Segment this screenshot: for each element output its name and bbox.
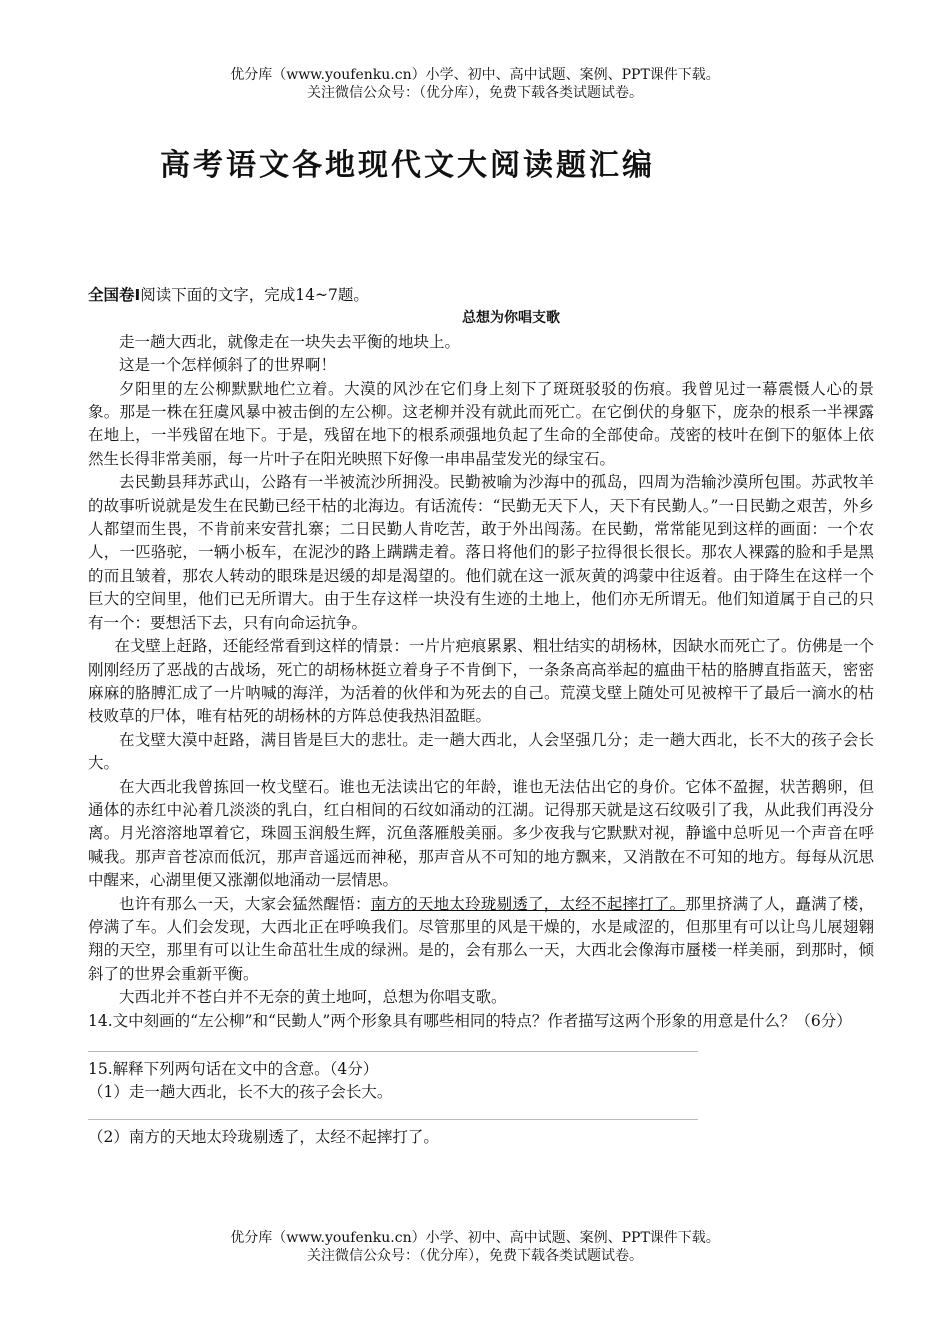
question-15-part-2: （2）南方的天地太玲珑剔透了，太经不起摔打了。	[88, 1127, 439, 1146]
exam-label: 全国卷Ⅰ	[88, 286, 141, 304]
article-paragraph-2: 这是一个怎样倾斜了的世界啊！	[119, 356, 337, 375]
article-paragraph-4: 去民勤县拜苏武山，公路有一半被流沙所拥没。民勤被喻为沙海中的孤岛，四周为浩输沙漠所包围。苏武牧羊的故事听说就是发生在民勤已经干枯的北海边。有话流传：“民勤无天下人，天下有民勤人。”一日民勤之艰苦，外乡人都望而生畏，不肯前来安营扎寨；二日民勤人肯吃苦，敢于外出闯荡。在民勤，常常能见到这样的画面：一个农人，一匹骆驼，一辆小板车，在泥沙的路上蹒蹒走着。落日将他们的影子拉得很长很长。那农人裸露的脸和手是黑的而且皱着，那农人转动的眼珠是迟缓的却是渴望的。他们就在这一派灰黄的鸿蒙中往返着。由于降生在这样一个巨大的空间里，他们已无所谓大。由于生存这样一块没有生迹的土地上，他们亦无所谓无。他们知道属于自己的只有一个：要想活下去，只有向命运抗争。	[88, 473, 874, 632]
paragraph-8-lead: 也许有那么一天，大家会猛然醒悟：	[119, 894, 371, 913]
page-footer	[0, 1229, 950, 1265]
article-paragraph-7: 在大西北我曾拣回一枚戈壁石。谁也无法读出它的年龄，谁也无法估出它的身价。它体不盈握，状苦鹅卵，但通体的赤红中沁着几淡淡的乳白，红白相间的石纹如涌动的江湖。记得那天就是这石纹吸引了我，从此我们再没分离。月光溶溶地罩着它，珠圆玉润般生辉，沉鱼落雁般美丽。多少夜我与它默默对视，静谧中总听见一个声音在呼喊我。那声音苍凉而低沉，那声音遥远而神秘，那声音从不可知的地方飘来，又消散在不可知的地方。每每从沉思中醒来，心湖里便又涨潮似地涌动一层情思。	[88, 777, 874, 890]
article-paragraph-3: 夕阳里的左公柳默默地伫立着。大漠的风沙在它们身上刻下了斑斑驳驳的伤痕。我曾见过一幕震慑人心的景象。那是一株在狂虞风暴中被击倒的左公柳。这老柳并没有就此而死亡。在它倒伏的身躯下，庞杂的根系一半裸露在地上，一半残留在地下。于是，残留在地下的根系顽强地负起了生命的全部使命。茂密的枝叶在倒下的躯体上依然生长得非常美丽，每一片叶子在阳光映照下好像一串串晶莹发光的绿宝石。	[88, 379, 874, 468]
article-paragraph-6: 在戈壁大漠中赶路，满目皆是巨大的悲壮。走一趟大西北，人会坚强几分；走一趟大西北，长不大的孩子会长大。	[88, 730, 874, 773]
footer-line-1: 优分库（www.youfenku.cn）小学、初中、高中试题、案例、PPT课件下载。	[230, 1230, 720, 1246]
article-paragraph-1: 走一趟大西北，就像走在一块失去平衡的地块上。	[119, 332, 461, 351]
document-body	[88, 284, 874, 1149]
question-14: 14.文中刻画的“左公柳”和“民勤人”两个形象具有哪些相同的特点？作者描写这两个形象的用意是什么？（6分）	[88, 1011, 852, 1030]
answer-line-14[interactable]	[88, 1033, 698, 1052]
question-15-part-1: （1）走一趟大西北，长不大的孩子会长大。	[88, 1083, 393, 1102]
document-title: 高考语文各地现代文大阅读题汇编	[160, 148, 655, 183]
underlined-sentence: 南方的天地太玲珑剔透了，太经不起摔打了。	[370, 894, 686, 913]
header-line-2: 关注微信公众号：（优分库），免费下载各类试题试卷。	[307, 85, 643, 101]
section-intro	[88, 284, 874, 307]
article-paragraph-9: 大西北并不苍白并不无奈的黄土地呵，总想为你唱支歌。	[119, 988, 507, 1007]
header-line-1: 优分库（www.youfenku.cn）小学、初中、高中试题、案例、PPT课件下载。	[230, 67, 720, 83]
article-paragraph-5: 在戈壁上赶路，还能经常看到这样的情景：一片片疤痕累累、粗壮结实的胡杨林，因缺水而死亡了。仿佛是一个刚刚经历了恶战的古战场，死亡的胡杨林挺立着身子不肯倒下，一条条高高举起的瘟曲干枯的胳膊直指蓝天，密密麻麻的胳膊汇成了一片呐喊的海洋，为活着的伙伴和为死去的自己。荒漠戈壁上随处可见被榨干了最后一滴水的枯枝败草的尸体，唯有枯死的胡杨林的方阵总使我热泪盈眶。	[88, 637, 874, 726]
article-title: 总想为你唱支歌	[462, 310, 560, 327]
footer-line-2: 关注微信公众号：（优分库），免费下载各类试题试卷。	[307, 1248, 643, 1264]
page-header	[0, 66, 950, 102]
question-15: 15.解释下列两句话在文中的含意。（4分）	[88, 1060, 379, 1078]
paragraph-8-rest: 那里挤满了人，矗满了楼，停满了车。人们会发现，大西北正在呼唤我们。尽管那里的风是干燥的，水是咸涩的，但那里有可以让鸟儿展翅翱翔的天空，那里有可以让生命茁壮生成的绿洲。是的，会有那么一天，大西北会像海市蜃楼一样美丽，到那时，倾斜了的世界会重新平衡。	[88, 894, 874, 983]
article-paragraph-8	[88, 893, 874, 987]
intro-instruction: 阅读下面的文字，完成14~7题。	[140, 286, 369, 304]
answer-line-15-1[interactable]	[88, 1105, 698, 1120]
